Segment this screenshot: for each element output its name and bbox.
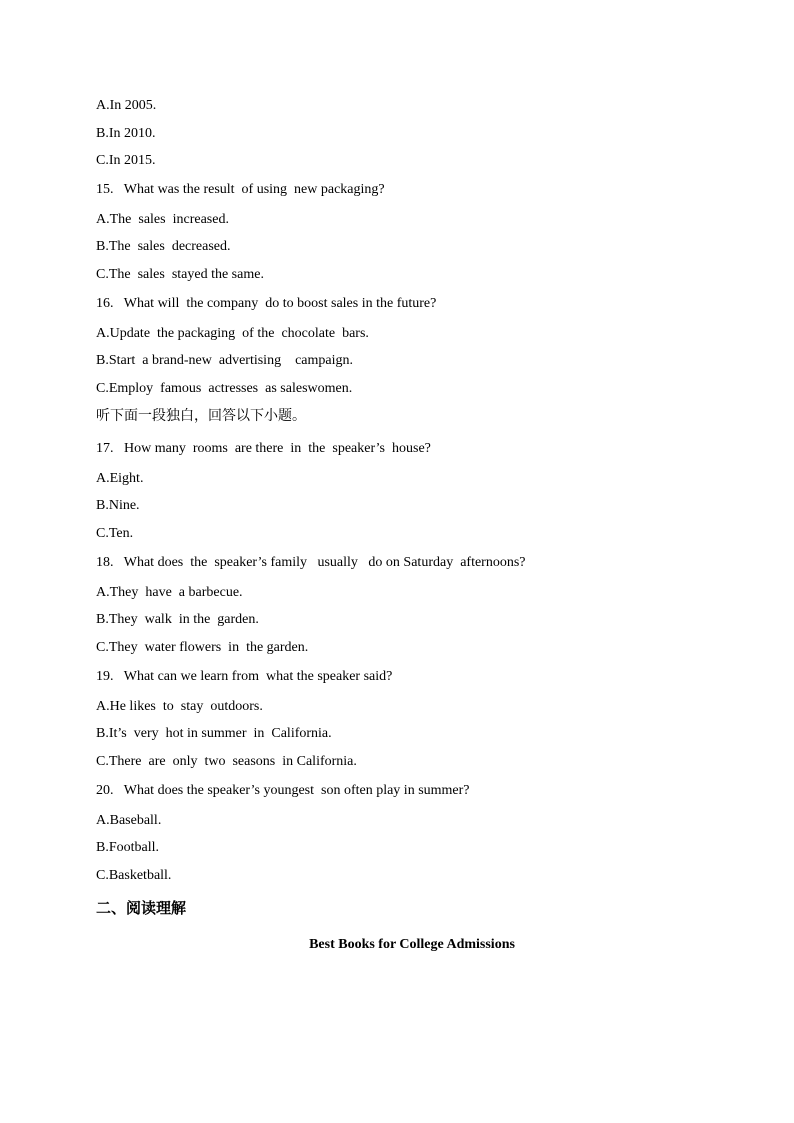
q16-option-b: B.Start a brand-new advertising campaign. bbox=[96, 353, 353, 368]
q16-option-a: A.Update the packaging of the chocolate bars. bbox=[96, 326, 369, 341]
passage-title: Best Books for College Admissions bbox=[309, 937, 515, 952]
q16-option-c: C.Employ famous actresses as saleswomen. bbox=[96, 381, 353, 396]
q17-option-c: C.Ten. bbox=[96, 526, 134, 541]
q15-option-a: A.The sales increased. bbox=[96, 212, 229, 227]
listening-instruction: 听下面一段独白，回答以下小题。 bbox=[96, 408, 306, 424]
q14-option-c: C.In 2015. bbox=[96, 153, 156, 168]
q17-question: 17. How many rooms are there in the speaker’s house? bbox=[96, 441, 431, 456]
q18-option-c: C.They water flowers in the garden. bbox=[96, 640, 309, 655]
q19-option-b: B.It’s very hot in summer in California. bbox=[96, 726, 332, 741]
q15-question: 15. What was the result of using new packaging? bbox=[96, 182, 385, 197]
q16-question: 16. What will the company do to boost sales in the future? bbox=[96, 296, 437, 311]
q20-question: 20. What does the speaker’s youngest son often play in summer? bbox=[96, 783, 470, 798]
q20-option-a: A.Baseball. bbox=[96, 813, 162, 828]
q18-option-b: B.They walk in the garden. bbox=[96, 612, 259, 627]
q19-option-a: A.He likes to stay outdoors. bbox=[96, 699, 263, 714]
q19-option-c: C.There are only two seasons in California. bbox=[96, 754, 357, 769]
q15-option-b: B.The sales decreased. bbox=[96, 239, 231, 254]
q20-option-b: B.Football. bbox=[96, 840, 160, 855]
q14-option-b: B.In 2010. bbox=[96, 126, 156, 141]
section-heading-reading: 二、阅读理解 bbox=[96, 899, 187, 917]
q19-question: 19. What can we learn from what the speaker said? bbox=[96, 669, 393, 684]
q15-option-c: C.The sales stayed the same. bbox=[96, 267, 264, 282]
q18-question: 18. What does the speaker’s family usually do on Saturday afternoons? bbox=[96, 555, 526, 570]
q20-option-c: C.Basketball. bbox=[96, 868, 172, 883]
q18-option-a: A.They have a barbecue. bbox=[96, 585, 243, 600]
q14-option-a: A.In 2005. bbox=[96, 98, 157, 113]
q17-option-a: A.Eight. bbox=[96, 471, 144, 486]
q17-option-b: B.Nine. bbox=[96, 498, 140, 513]
